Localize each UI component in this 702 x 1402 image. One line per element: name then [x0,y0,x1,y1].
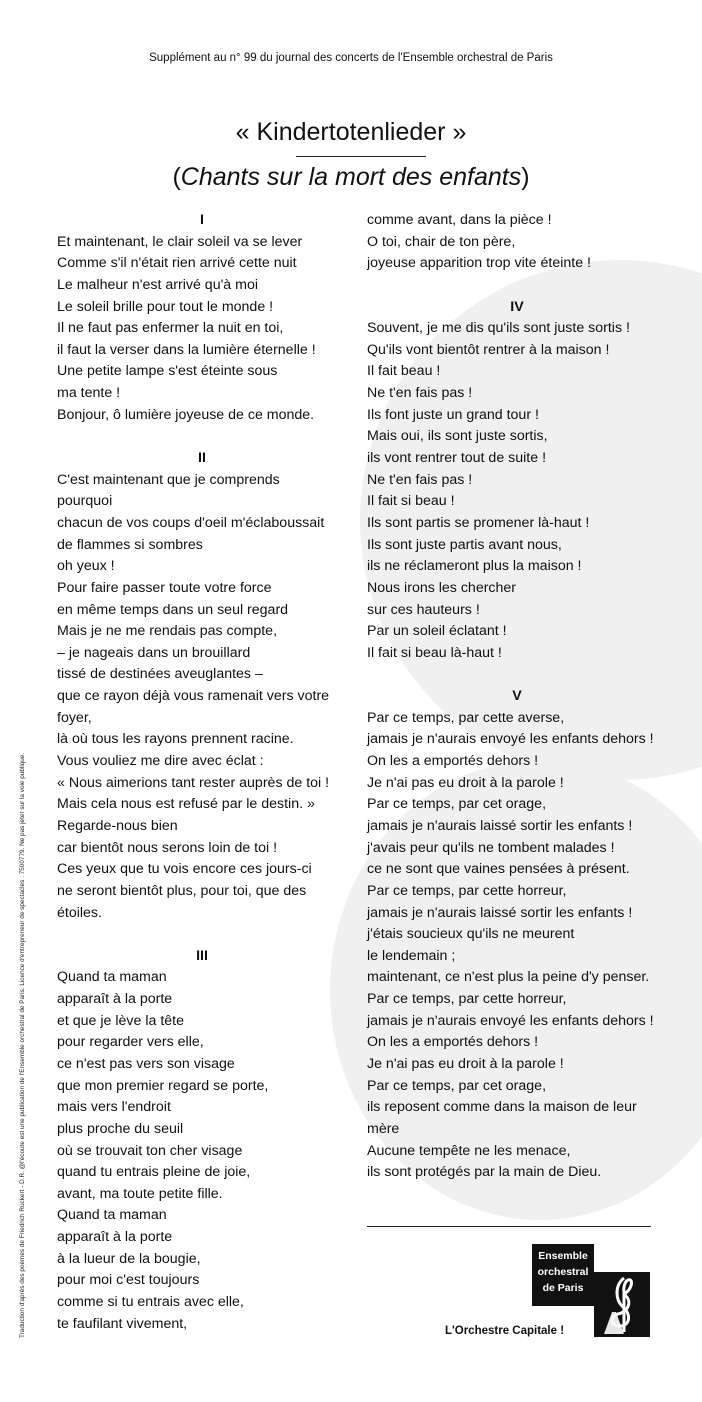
poem-line: ils vont rentrer tout de suite ! [367,450,547,467]
poem-line: Le malheur n'est arrivé qu'à moi [57,276,258,293]
poem-line: Le soleil brille pour tout le monde ! [57,298,274,315]
poem-line: jamais je n'aurais envoyé les enfants dehors ! [367,731,654,748]
poem-line: Pour faire passer toute votre force [57,579,272,596]
poem-line: Ne t'en fais pas ! [367,471,473,488]
poem-line: pourquoi [57,493,113,510]
poem-line: quand tu entrais pleine de joie, [57,1164,251,1181]
supplement-note: Supplément au n° 99 du journal des concerts de l'Ensemble orchestral de Paris [149,52,553,64]
poem-line: Par ce temps, par cet orage, [367,796,547,813]
poem-line: Vous vouliez me dire avec éclat : [57,753,264,770]
poem-line: Ne t'en fais pas ! [367,385,473,402]
poem-line: Ils font juste un grand tour ! [367,406,539,423]
poem-line: oh yeux ! [57,558,115,575]
poem-line: Comme s'il n'était rien arrivé cette nuit [57,255,297,272]
poem-line: le lendemain ; [367,947,456,964]
poem-line: comme si tu entrais avec elle, [57,1294,244,1311]
poem-line: Par ce temps, par cet orage, [367,1077,547,1094]
stanza-gap [57,426,347,448]
stanza-number: II [198,450,206,467]
poem-line: comme avant, dans la pièce ! [367,212,552,228]
poem-line: Quand ta maman [57,1207,167,1224]
poem-line: Ils sont juste partis avant nous, [367,536,562,553]
poem-line: Et maintenant, le clair soleil va se lever [57,233,303,250]
poem-line: maintenant, ce n'est plus la peine d'y penser. [367,969,650,986]
subtitle-text: Chants sur la mort des enfants [180,163,522,191]
poem-line: jamais je n'aurais laissé sortir les enfants ! [367,817,633,834]
poem-line: Il fait beau ! [367,363,441,380]
poem-line: Aucune tempête ne les menace, [367,1142,571,1159]
poem-line: Par ce temps, par cette averse, [367,709,565,726]
poem-line: mais vers l'endroit [57,1099,171,1116]
poem-line: ils sont protégés par la main de Dieu. [367,1164,602,1181]
stanza-number: IV [510,298,524,315]
poem-line: que ce rayon déjà vous ramenait vers votre [57,688,330,705]
poem-line: Par ce temps, par cette horreur, [367,882,567,899]
poem-line: te faufilant vivement, [57,1315,188,1332]
stanza-gap [367,275,667,297]
poem-line: il faut la verser dans la lumière éternelle ! [57,341,316,358]
poem-line: ils reposent comme dans la maison de leur [367,1099,637,1116]
poem-line: pour regarder vers elle, [57,1034,204,1051]
logo-line-2: orchestral [537,1266,589,1278]
poem-line: Mais cela nous est refusé par le destin. » [57,796,315,813]
poem-line: Par ce temps, par cette horreur, [367,991,567,1008]
poem-line: C'est maintenant que je comprends [57,471,280,488]
poem-line: apparaît à la porte [57,991,173,1008]
poem-line: que mon premier regard se porte, [57,1077,269,1094]
poem-line: Souvent, je me dis qu'ils sont juste sortis ! [367,320,630,337]
poem-line: en même temps dans un seul regard [57,601,289,618]
bottom-divider [367,1226,651,1227]
poem-line: plus proche du seuil [57,1120,184,1137]
poem-line: mère [367,1120,400,1137]
poem-line: foyer, [57,709,92,726]
stanza-number: V [512,688,522,705]
poem-line: On les a emportés dehors ! [367,753,539,770]
poem-line: j'avais peur qu'ils ne tombent malades ! [367,839,615,856]
poem-line: où se trouvait ton cher visage [57,1142,243,1159]
poem-line: car bientôt nous serons loin de toi ! [57,839,278,856]
left-column [57,210,347,1335]
poem-line: On les a emportés dehors ! [367,1034,539,1051]
side-credit: Traduction d'après des poèmes de Friedrich Rückert - D.R. @l'écoute est une publication de l'Ensemble orchestral de Paris. Licence d'entrepreneur de spectacles : 7500779. Ne pas jeter sur la voie publique. [19,752,26,1338]
poem-line: Je n'ai pas eu droit à la parole ! [367,774,564,791]
poem-line: à la lueur de la bougie, [57,1250,201,1267]
poem-line: et que je lève la tête [57,1012,184,1029]
poem-line: ils ne réclameront plus la maison ! [367,558,582,575]
poem-line: chacun de vos coups d'oeil m'éclaboussait [57,514,325,531]
poem-line: là où tous les rayons prennent racine. [57,731,294,748]
poem-line: Mais je ne me rendais pas compte, [57,623,278,640]
poem-line: de flammes si sombres [57,536,203,553]
poem-line: Il fait si beau là-haut ! [367,644,502,661]
poem-line: Qu'ils vont bientôt rentrer à la maison ! [367,341,610,358]
poem-line: jamais je n'aurais laissé sortir les enfants ! [367,904,633,921]
title-divider [296,156,426,157]
logo-line-3: de Paris [542,1282,584,1294]
logo-text-block [532,1244,594,1306]
subtitle-close-paren: ) [521,163,530,191]
poem-line: Mais oui, ils sont juste sortis, [367,428,548,445]
poem-line: – je nageais dans un brouillard [57,644,251,661]
poem-line: apparaît à la porte [57,1229,173,1246]
ensemble-logo [532,1244,650,1337]
logo-line-1: Ensemble [538,1250,588,1262]
page-subtitle [0,163,702,192]
page-title: « Kindertotenlieder » [235,118,467,146]
poem-line: ce ne sont que vaines pensées à présent. [367,861,630,878]
poem-line: tissé de destinées aveuglantes – [57,666,263,683]
poem-line: Bonjour, ô lumière joyeuse de ce monde. [57,406,315,423]
stanza-number: I [200,212,204,228]
poem-line: Il ne faut pas enfermer la nuit en toi, [57,320,284,337]
poem-line: sur ces hauteurs ! [367,601,480,618]
treble-clef-icon [594,1272,650,1337]
right-column [367,210,667,1184]
poem-line: O toi, chair de ton père, [367,233,516,250]
poem-line: Nous irons les chercher [367,579,517,596]
poem-line: Ces yeux que tu vois encore ces jours-ci [57,861,312,878]
poem-line: joyeuse apparition trop vite éteinte ! [367,255,591,272]
poem-line: Une petite lampe s'est éteinte sous [57,363,278,380]
poem-line: ce n'est pas vers son visage [57,1055,235,1072]
poem-line: Il fait si beau ! [367,493,455,510]
poem-line: Ils sont partis se promener là-haut ! [367,514,590,531]
poem-line: avant, ma toute petite fille. [57,1185,223,1202]
poem-line: Regarde-nous bien [57,817,178,834]
poem-line: Par un soleil éclatant ! [367,623,507,640]
poem-line: jamais je n'aurais envoyé les enfants dehors ! [367,1012,654,1029]
poem-line: ne seront bientôt plus, pour toi, que des [57,882,307,899]
poem-line: Quand ta maman [57,969,167,986]
stanza-number: III [196,947,208,964]
subtitle-open-paren: ( [172,163,181,191]
poem-line: pour moi c'est toujours [57,1272,200,1289]
poem-line: étoiles. [57,904,102,921]
poem-line: ma tente ! [57,385,121,402]
stanza-gap [367,664,667,686]
tagline: L'Orchestre Capitale ! [445,1325,565,1337]
poem-line: « Nous aimerions tant rester auprès de toi ! [57,774,330,791]
poem-line: Je n'ai pas eu droit à la parole ! [367,1055,564,1072]
poem-line: j'étais soucieux qu'ils ne meurent [367,926,575,943]
stanza-gap [57,924,347,946]
